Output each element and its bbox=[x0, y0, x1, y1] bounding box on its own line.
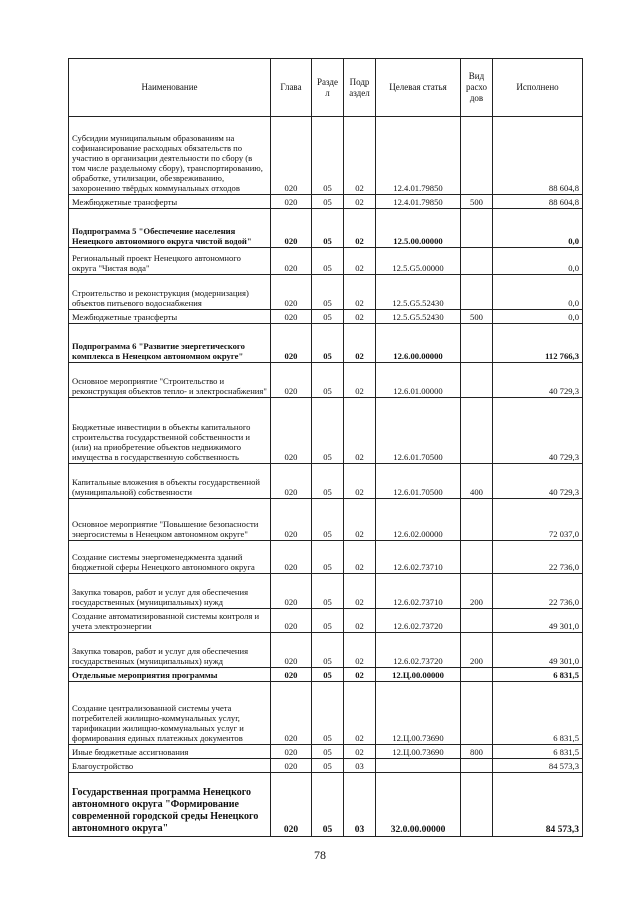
row-section: 05 bbox=[312, 668, 344, 682]
row-target: 12.6.02.00000 bbox=[376, 499, 461, 541]
row-amount: 72 037,0 bbox=[493, 499, 583, 541]
row-chapter: 020 bbox=[271, 464, 312, 499]
row-name: Закупка товаров, работ и услуг для обеспечения государственных (муниципальных) нужд bbox=[69, 633, 271, 668]
page-number: 78 bbox=[314, 848, 326, 862]
table-row bbox=[69, 499, 583, 541]
row-section: 05 bbox=[312, 574, 344, 609]
row-name: Закупка товаров, работ и услуг для обеспечения государственных (муниципальных) нужд bbox=[69, 574, 271, 609]
row-amount: 6 831,5 bbox=[493, 745, 583, 759]
header-name: Наименование bbox=[69, 59, 271, 117]
row-subsection: 02 bbox=[344, 745, 376, 759]
row-amount: 0,0 bbox=[493, 310, 583, 324]
row-section: 05 bbox=[312, 398, 344, 464]
row-subsection: 02 bbox=[344, 209, 376, 248]
row-amount: 40 729,3 bbox=[493, 363, 583, 398]
row-name: Основное мероприятие "Повышение безопасности энергосистемы в Ненецком автономном округе" bbox=[69, 499, 271, 541]
row-type: 200 bbox=[461, 633, 493, 668]
row-subsection: 02 bbox=[344, 324, 376, 363]
row-section: 05 bbox=[312, 541, 344, 574]
table-row bbox=[69, 682, 583, 745]
row-section: 05 bbox=[312, 759, 344, 773]
row-chapter: 020 bbox=[271, 574, 312, 609]
row-type: 800 bbox=[461, 745, 493, 759]
row-chapter: 020 bbox=[271, 117, 312, 195]
row-type bbox=[461, 398, 493, 464]
row-name: Региональный проект Ненецкого автономного округа "Чистая вода" bbox=[69, 248, 271, 275]
row-section: 05 bbox=[312, 310, 344, 324]
row-type bbox=[461, 499, 493, 541]
row-section: 05 bbox=[312, 745, 344, 759]
row-subsection: 02 bbox=[344, 248, 376, 275]
row-target: 12.Ц.00.73690 bbox=[376, 682, 461, 745]
row-target: 12.6.02.73710 bbox=[376, 574, 461, 609]
row-name: Межбюджетные трансферты bbox=[69, 195, 271, 209]
table-row bbox=[69, 117, 583, 195]
row-type bbox=[461, 324, 493, 363]
table-row bbox=[69, 310, 583, 324]
row-name: Бюджетные инвестиции в объекты капитального строительства государственной собственности и (или) на приобретение объектов недвижимого имущества в государственную собственность bbox=[69, 398, 271, 464]
row-target: 12.6.02.73720 bbox=[376, 609, 461, 633]
table-row bbox=[69, 633, 583, 668]
row-section: 05 bbox=[312, 248, 344, 275]
row-name: Государственная программа Ненецкого автономного округа "Формирование современной городской среды Ненецкого автономного округа" bbox=[69, 773, 271, 837]
row-target: 12.5.G5.00000 bbox=[376, 248, 461, 275]
row-chapter: 020 bbox=[271, 324, 312, 363]
table-row bbox=[69, 464, 583, 499]
row-chapter: 020 bbox=[271, 773, 312, 837]
row-amount: 6 831,5 bbox=[493, 682, 583, 745]
row-section: 05 bbox=[312, 324, 344, 363]
row-name: Основное мероприятие "Строительство и реконструкция объектов тепло- и электроснабжения" bbox=[69, 363, 271, 398]
row-amount: 49 301,0 bbox=[493, 633, 583, 668]
row-name: Субсидии муниципальным образованиям на софинансирование расходных обязательств по участию в организации деятельности по сбору (в том числе раздельному сбору), транспортированию, обработке, утилизации, обезвреживанию, захоронению твёрдых коммунальных отходов bbox=[69, 117, 271, 195]
row-chapter: 020 bbox=[271, 248, 312, 275]
row-type bbox=[461, 209, 493, 248]
row-type bbox=[461, 275, 493, 310]
row-chapter: 020 bbox=[271, 209, 312, 248]
row-section: 05 bbox=[312, 363, 344, 398]
row-chapter: 020 bbox=[271, 609, 312, 633]
row-subsection: 02 bbox=[344, 117, 376, 195]
row-name: Капитальные вложения в объекты государственной (муниципальной) собственности bbox=[69, 464, 271, 499]
row-amount: 22 736,0 bbox=[493, 541, 583, 574]
row-target: 12.6.02.73720 bbox=[376, 633, 461, 668]
row-type: 200 bbox=[461, 574, 493, 609]
table-row bbox=[69, 745, 583, 759]
header-section: Разде л bbox=[312, 59, 344, 117]
row-section: 05 bbox=[312, 195, 344, 209]
row-name: Строительство и реконструкция (модернизация) объектов питьевого водоснабжения bbox=[69, 275, 271, 310]
row-amount: 0,0 bbox=[493, 248, 583, 275]
row-subsection: 02 bbox=[344, 668, 376, 682]
table-row bbox=[69, 668, 583, 682]
row-type bbox=[461, 248, 493, 275]
row-chapter: 020 bbox=[271, 759, 312, 773]
row-type bbox=[461, 759, 493, 773]
row-chapter: 020 bbox=[271, 633, 312, 668]
table-row bbox=[69, 759, 583, 773]
row-amount: 88 604,8 bbox=[493, 117, 583, 195]
row-amount: 40 729,3 bbox=[493, 464, 583, 499]
row-amount: 112 766,3 bbox=[493, 324, 583, 363]
header-target: Целевая статья bbox=[376, 59, 461, 117]
row-target: 12.6.00.00000 bbox=[376, 324, 461, 363]
row-chapter: 020 bbox=[271, 668, 312, 682]
row-target: 32.0.00.00000 bbox=[376, 773, 461, 837]
row-chapter: 020 bbox=[271, 541, 312, 574]
row-target: 12.6.01.70500 bbox=[376, 464, 461, 499]
row-section: 05 bbox=[312, 464, 344, 499]
row-subsection: 02 bbox=[344, 310, 376, 324]
row-subsection: 02 bbox=[344, 541, 376, 574]
header-chapter: Глава bbox=[271, 59, 312, 117]
row-subsection: 02 bbox=[344, 499, 376, 541]
row-subsection: 03 bbox=[344, 759, 376, 773]
row-subsection: 02 bbox=[344, 574, 376, 609]
row-type bbox=[461, 117, 493, 195]
row-section: 05 bbox=[312, 773, 344, 837]
row-target: 12.Ц.00.73690 bbox=[376, 745, 461, 759]
row-subsection: 02 bbox=[344, 195, 376, 209]
row-amount: 84 573,3 bbox=[493, 773, 583, 837]
row-chapter: 020 bbox=[271, 310, 312, 324]
row-chapter: 020 bbox=[271, 499, 312, 541]
row-subsection: 02 bbox=[344, 609, 376, 633]
row-name: Подпрограмма 6 "Развитие энергетического комплекса в Ненецком автономном округе" bbox=[69, 324, 271, 363]
row-target: 12.6.01.00000 bbox=[376, 363, 461, 398]
row-chapter: 020 bbox=[271, 398, 312, 464]
header-subsection: Подр аздел bbox=[344, 59, 376, 117]
header-executed: Исполнено bbox=[493, 59, 583, 117]
table-row bbox=[69, 541, 583, 574]
row-target: 12.4.01.79850 bbox=[376, 117, 461, 195]
row-amount: 22 736,0 bbox=[493, 574, 583, 609]
table-row bbox=[69, 773, 583, 837]
row-section: 05 bbox=[312, 209, 344, 248]
table-row bbox=[69, 574, 583, 609]
row-type: 500 bbox=[461, 195, 493, 209]
row-type bbox=[461, 541, 493, 574]
row-subsection: 02 bbox=[344, 633, 376, 668]
row-target bbox=[376, 759, 461, 773]
row-target: 12.5.G5.52430 bbox=[376, 310, 461, 324]
row-chapter: 020 bbox=[271, 195, 312, 209]
row-section: 05 bbox=[312, 117, 344, 195]
row-type bbox=[461, 682, 493, 745]
row-subsection: 02 bbox=[344, 464, 376, 499]
row-type bbox=[461, 773, 493, 837]
row-section: 05 bbox=[312, 633, 344, 668]
table-row bbox=[69, 398, 583, 464]
row-section: 05 bbox=[312, 609, 344, 633]
row-amount: 49 301,0 bbox=[493, 609, 583, 633]
row-section: 05 bbox=[312, 275, 344, 310]
row-amount: 84 573,3 bbox=[493, 759, 583, 773]
row-section: 05 bbox=[312, 499, 344, 541]
table-row bbox=[69, 324, 583, 363]
row-target: 12.5.00.00000 bbox=[376, 209, 461, 248]
row-target: 12.4.01.79850 bbox=[376, 195, 461, 209]
row-amount: 40 729,3 bbox=[493, 398, 583, 464]
row-chapter: 020 bbox=[271, 275, 312, 310]
table-row bbox=[69, 248, 583, 275]
row-name: Иные бюджетные ассигнования bbox=[69, 745, 271, 759]
row-subsection: 02 bbox=[344, 682, 376, 745]
table-row bbox=[69, 609, 583, 633]
row-name: Подпрограмма 5 "Обеспечение населения Ненецкого автономного округа чистой водой" bbox=[69, 209, 271, 248]
row-amount: 0,0 bbox=[493, 209, 583, 248]
row-chapter: 020 bbox=[271, 682, 312, 745]
table-row bbox=[69, 363, 583, 398]
row-target: 12.6.02.73710 bbox=[376, 541, 461, 574]
row-subsection: 02 bbox=[344, 363, 376, 398]
table-row bbox=[69, 275, 583, 310]
row-target: 12.6.01.70500 bbox=[376, 398, 461, 464]
row-type bbox=[461, 363, 493, 398]
row-type bbox=[461, 668, 493, 682]
row-target: 12.Ц.00.00000 bbox=[376, 668, 461, 682]
row-amount: 0,0 bbox=[493, 275, 583, 310]
table-row bbox=[69, 195, 583, 209]
row-subsection: 02 bbox=[344, 398, 376, 464]
header-row bbox=[69, 59, 583, 117]
row-name: Межбюджетные трансферты bbox=[69, 310, 271, 324]
row-chapter: 020 bbox=[271, 745, 312, 759]
row-name: Создание централизованной системы учета потребителей жилищно-коммунальных услуг, тарификации жилищно-коммунальных услуг и формирования единых платежных документов bbox=[69, 682, 271, 745]
row-type bbox=[461, 609, 493, 633]
row-subsection: 02 bbox=[344, 275, 376, 310]
row-name: Создание системы энергоменеджмента зданий бюджетной сферы Ненецкого автономного округа bbox=[69, 541, 271, 574]
table-row bbox=[69, 209, 583, 248]
row-amount: 88 604,8 bbox=[493, 195, 583, 209]
row-subsection: 03 bbox=[344, 773, 376, 837]
row-target: 12.5.G5.52430 bbox=[376, 275, 461, 310]
row-name: Благоустройство bbox=[69, 759, 271, 773]
budget-table bbox=[68, 58, 583, 837]
row-name: Отдельные мероприятия программы bbox=[69, 668, 271, 682]
row-section: 05 bbox=[312, 682, 344, 745]
row-name: Создание автоматизированной системы контроля и учета электроэнергии bbox=[69, 609, 271, 633]
row-type: 400 bbox=[461, 464, 493, 499]
row-chapter: 020 bbox=[271, 363, 312, 398]
row-type: 500 bbox=[461, 310, 493, 324]
header-expense-type: Вид расхо дов bbox=[461, 59, 493, 117]
row-amount: 6 831,5 bbox=[493, 668, 583, 682]
